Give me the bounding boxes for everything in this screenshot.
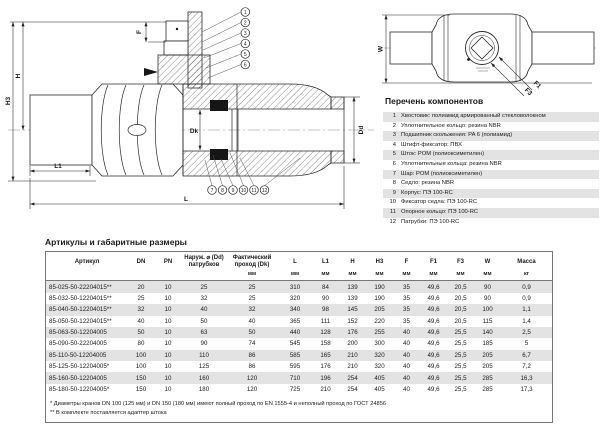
- value-cell: 139: [347, 294, 358, 302]
- component-item: [383, 150, 599, 160]
- value-cell: 10: [164, 385, 172, 393]
- column-header: W: [484, 258, 491, 265]
- unit-cell: мм: [474, 270, 501, 281]
- component-number: 4: [392, 141, 396, 148]
- callout-4: [241, 39, 250, 48]
- column-header: L: [293, 258, 297, 265]
- value-cell: 5: [524, 340, 529, 348]
- callout-11: [250, 186, 259, 195]
- value-cell: 220: [374, 317, 385, 325]
- value-cell: 25: [248, 294, 256, 302]
- callout-9: [229, 186, 238, 195]
- value-cell: 90: [322, 294, 329, 302]
- value-cell: 90: [484, 283, 491, 291]
- svg-text:6: 6: [243, 62, 247, 69]
- unit-cell: [128, 270, 154, 281]
- dim-label-l1: L1: [54, 163, 62, 170]
- value-cell: 185: [482, 340, 493, 348]
- value-cell: 90: [200, 340, 208, 348]
- value-cell: 49,6: [427, 340, 440, 348]
- value-cell: 310: [289, 283, 301, 291]
- component-number: 10: [389, 199, 396, 206]
- stem-pin: [144, 68, 158, 76]
- value-cell: 158: [320, 340, 331, 348]
- component-number: 11: [389, 208, 396, 215]
- value-cell: 20,5: [454, 306, 467, 314]
- value-cell: 49,6: [427, 351, 440, 359]
- component-item: [383, 170, 599, 180]
- value-cell: 10: [164, 374, 172, 382]
- value-cell: 25,5: [454, 351, 467, 359]
- stem-cap-dot: [176, 28, 178, 30]
- unit-cell: мм: [312, 270, 339, 281]
- component-text: Корпус: ПЭ 100-RC: [401, 189, 453, 196]
- value-cell: 25,5: [454, 374, 467, 382]
- unit-cell: [46, 270, 128, 281]
- column-header: F: [404, 258, 409, 265]
- component-item: [383, 160, 599, 170]
- value-cell: 35: [403, 294, 410, 302]
- value-cell: 210: [347, 351, 358, 359]
- value-cell: 86: [248, 363, 256, 371]
- value-cell: 205: [482, 363, 493, 371]
- value-cell: 190: [374, 294, 385, 302]
- value-cell: 40: [403, 351, 410, 359]
- value-cell: 190: [374, 283, 385, 291]
- value-cell: 20,5: [454, 294, 467, 302]
- value-cell: 40: [200, 306, 208, 314]
- plan-right-pipe: [532, 32, 594, 64]
- component-item: [383, 198, 599, 208]
- article-cell: 85-180-50-12204005*: [49, 385, 110, 393]
- components-title: Перечень компонентов: [385, 96, 484, 106]
- component-item: [383, 131, 599, 141]
- value-cell: 16,3: [520, 374, 533, 382]
- valve-plan-drawing: [378, 0, 600, 100]
- value-cell: 405: [374, 374, 385, 382]
- stem-cap: [166, 21, 188, 41]
- value-cell: 40: [403, 374, 410, 382]
- value-cell: 35: [403, 306, 410, 314]
- unit-cell: мм: [339, 270, 366, 281]
- value-cell: 84: [322, 283, 329, 291]
- value-cell: 40: [403, 385, 410, 393]
- column-header: F1: [429, 258, 437, 265]
- article-cell: 85-160-50-12204005: [49, 374, 107, 382]
- column-header: H3: [375, 258, 384, 265]
- value-cell: 595: [289, 363, 301, 371]
- component-item: [383, 208, 599, 218]
- value-cell: 20: [137, 283, 145, 291]
- dimensions-table-body: [46, 281, 552, 395]
- value-cell: 10: [164, 340, 172, 348]
- value-cell: 40: [403, 329, 410, 337]
- stem-assembly: [144, 12, 210, 88]
- component-number: 5: [392, 151, 396, 158]
- value-cell: 1,1: [522, 306, 531, 314]
- value-cell: 320: [289, 294, 301, 302]
- table-row: [46, 384, 552, 395]
- value-cell: 120: [246, 385, 258, 393]
- dim-label-dk: Dk: [189, 128, 199, 135]
- value-cell: 210: [347, 363, 358, 371]
- callout-5: [241, 50, 250, 59]
- table-row: [46, 350, 552, 361]
- component-number: 9: [392, 189, 396, 196]
- callout-10: [239, 186, 248, 195]
- value-cell: 405: [374, 385, 385, 393]
- boss-dot: [467, 58, 470, 61]
- component-item: [383, 112, 599, 122]
- unit-cell: мм: [393, 270, 420, 281]
- svg-text:1: 1: [243, 9, 247, 16]
- value-cell: 150: [135, 385, 147, 393]
- component-item: [383, 189, 599, 199]
- value-cell: 40: [248, 317, 256, 325]
- dim-label-w: W: [378, 45, 385, 53]
- value-cell: 0,9: [522, 294, 531, 302]
- svg-text:3: 3: [243, 30, 247, 37]
- value-cell: 285: [482, 385, 493, 393]
- column-header: F3: [456, 258, 464, 265]
- value-cell: 585: [289, 351, 301, 359]
- value-cell: 25: [200, 283, 208, 291]
- svg-text:7: 7: [210, 187, 214, 194]
- value-cell: 254: [347, 385, 358, 393]
- components-list: [383, 112, 599, 227]
- svg-text:9: 9: [231, 187, 235, 194]
- value-cell: 115: [482, 317, 493, 325]
- component-number: 1: [392, 113, 396, 119]
- value-cell: 254: [347, 374, 358, 382]
- valve-body-outline: [30, 84, 183, 176]
- table-header-row: [46, 252, 552, 270]
- callout-12: [260, 186, 269, 195]
- value-cell: 300: [374, 340, 385, 348]
- valve-section-drawing: [0, 0, 378, 232]
- value-cell: 100: [135, 351, 147, 359]
- value-cell: 160: [198, 374, 210, 382]
- value-cell: 120: [246, 374, 258, 382]
- value-cell: 49,6: [427, 329, 440, 337]
- dim-label-h3: H3: [5, 96, 12, 106]
- dim-label-l: L: [184, 196, 188, 203]
- table-row: [46, 316, 552, 327]
- value-cell: 320: [374, 351, 385, 359]
- value-cell: 255: [374, 329, 385, 337]
- value-cell: 25,5: [454, 340, 467, 348]
- column-header: H: [350, 258, 355, 265]
- component-text: Патрубки: ПЭ 100-RC: [401, 218, 460, 225]
- value-cell: 180: [198, 385, 210, 393]
- value-cell: 545: [289, 340, 301, 348]
- component-number: 3: [392, 132, 396, 139]
- component-text: Уплотнительные кольца: резина NBR: [401, 160, 502, 167]
- article-cell: 85-040-50-12204015**: [49, 306, 112, 314]
- value-cell: 725: [289, 385, 301, 393]
- dim-label-dd: Dd: [358, 125, 365, 135]
- table-units-row: [46, 270, 552, 281]
- table-row: [46, 372, 552, 383]
- value-cell: 165: [320, 351, 331, 359]
- dim-label-f1: F1: [531, 79, 543, 91]
- svg-text:5: 5: [243, 51, 247, 58]
- column-header: L1: [321, 258, 329, 265]
- article-cell: 85-025-50-22204015**: [49, 283, 112, 291]
- stem-flange: [164, 41, 188, 55]
- svg-text:2: 2: [243, 20, 247, 27]
- article-cell: 85-063-50-12204005: [49, 329, 107, 337]
- component-number: 2: [392, 122, 396, 129]
- column-header: PN: [163, 258, 173, 265]
- value-cell: 50: [248, 329, 256, 337]
- callouts-bottom: [208, 186, 269, 195]
- plan-left-pipe: [390, 32, 432, 64]
- value-cell: 49,6: [427, 283, 440, 291]
- article-cell: 85-090-50-22204005: [49, 340, 107, 348]
- column-header: Артикул: [74, 258, 100, 265]
- component-item: [383, 218, 599, 228]
- value-cell: 176: [347, 329, 358, 337]
- component-number: 12: [389, 218, 396, 225]
- value-cell: 1,4: [522, 317, 531, 325]
- value-cell: 20,5: [454, 317, 467, 325]
- value-cell: 125: [198, 363, 210, 371]
- article-cell: 85-110-50-12204005: [49, 351, 107, 359]
- component-text: Шар: POM (полиоксиметилен): [401, 170, 483, 177]
- value-cell: 196: [320, 374, 331, 382]
- unit-cell: мм: [420, 270, 447, 281]
- value-cell: 20,5: [454, 283, 467, 291]
- value-cell: 49,6: [427, 374, 440, 382]
- value-cell: 25,5: [454, 329, 467, 337]
- component-item: [383, 179, 599, 189]
- value-cell: 49,6: [427, 385, 440, 393]
- component-number: 8: [392, 180, 396, 187]
- table-row: [46, 304, 552, 315]
- value-cell: 710: [289, 374, 301, 382]
- value-cell: 10: [164, 329, 172, 337]
- component-text: Седло: резина NBR: [401, 180, 455, 187]
- value-cell: 100: [482, 306, 493, 314]
- unit-cell: мм: [447, 270, 474, 281]
- value-cell: 150: [135, 374, 147, 382]
- value-cell: 0,9: [522, 283, 531, 291]
- table-row: [46, 361, 552, 372]
- value-cell: 320: [374, 363, 385, 371]
- callout-6: [241, 60, 250, 69]
- dim-label-h: H: [15, 73, 22, 79]
- svg-text:8: 8: [221, 187, 224, 194]
- value-cell: 40: [403, 363, 410, 371]
- value-cell: 49,6: [427, 363, 440, 371]
- value-cell: 74: [248, 340, 256, 348]
- column-header: Фактический проход (Dk): [232, 255, 272, 269]
- dimensions-table: [46, 252, 552, 395]
- value-cell: 152: [347, 317, 358, 325]
- value-cell: 17,3: [520, 385, 533, 393]
- left-pipe-end: [30, 95, 92, 165]
- svg-text:10: 10: [240, 187, 247, 194]
- article-cell: 85-125-50-12204005*: [49, 363, 110, 371]
- column-header: DN: [136, 258, 146, 265]
- component-number: 6: [392, 160, 396, 167]
- value-cell: 40: [403, 340, 410, 348]
- value-cell: 25: [137, 294, 145, 302]
- value-cell: 50: [137, 329, 145, 337]
- stem-collar-hatched: [158, 55, 210, 84]
- svg-text:11: 11: [251, 187, 257, 194]
- dim-label-f3: F3: [522, 86, 534, 98]
- svg-text:12: 12: [261, 187, 268, 194]
- column-header: Масса: [517, 258, 536, 265]
- value-cell: 6,7: [522, 351, 531, 359]
- value-cell: 210: [320, 385, 331, 393]
- table-row: [46, 293, 552, 304]
- value-cell: 205: [374, 306, 385, 314]
- component-text: Штифт-фиксатор: ПВХ: [401, 141, 462, 148]
- component-item: [383, 141, 599, 151]
- dimensions-table-title: Артикулы и габаритные размеры: [45, 237, 187, 247]
- value-cell: 340: [289, 306, 301, 314]
- component-item: [383, 122, 599, 132]
- value-cell: 35: [403, 283, 410, 291]
- value-cell: 205: [482, 351, 493, 359]
- component-text: Фиксатор седла: ПЭ 100-RC: [401, 199, 478, 206]
- value-cell: 25: [248, 283, 256, 291]
- callout-1: [241, 8, 250, 17]
- unit-cell: [182, 270, 226, 281]
- value-cell: 10: [164, 317, 172, 325]
- component-text: Опорное кольцо: ПЭ 100-RC: [401, 208, 479, 215]
- footnote-2: ** В комплекте поставляется адаптер штока: [50, 410, 167, 417]
- value-cell: 40: [137, 317, 145, 325]
- value-cell: 145: [347, 306, 358, 314]
- value-cell: 63: [200, 329, 208, 337]
- value-cell: 32: [200, 294, 208, 302]
- dim-label-f: F: [136, 30, 143, 34]
- table-row: [46, 281, 552, 293]
- value-cell: 200: [347, 340, 358, 348]
- value-cell: 285: [482, 374, 493, 382]
- value-cell: 128: [320, 329, 331, 337]
- component-text: Подшипник скольжения: PA 6 (полиамид): [401, 132, 513, 139]
- value-cell: 176: [320, 363, 331, 371]
- value-cell: 139: [347, 283, 358, 291]
- svg-text:4: 4: [243, 41, 247, 48]
- callouts-top: [241, 8, 250, 69]
- article-cell: 85-032-50-12204015**: [49, 294, 112, 302]
- value-cell: 10: [164, 351, 172, 359]
- value-cell: 365: [289, 317, 301, 325]
- value-cell: 35: [403, 317, 410, 325]
- value-cell: 25,5: [454, 363, 467, 371]
- unit-cell: мм: [226, 270, 278, 281]
- value-cell: 2,5: [522, 329, 531, 337]
- unit-cell: [154, 270, 182, 281]
- component-text: Шток: POM (полиоксиметилен): [401, 151, 485, 158]
- value-cell: 140: [482, 329, 493, 337]
- table-row: [46, 327, 552, 338]
- column-header: Наруж. ⌀ (Dd) патрубков: [184, 255, 224, 269]
- component-text: Хвостовик: полиамид армированный стекловолокном: [401, 113, 546, 119]
- unit-cell: мм: [278, 270, 312, 281]
- value-cell: 10: [164, 363, 172, 371]
- value-cell: 111: [320, 317, 331, 325]
- value-cell: 80: [137, 340, 145, 348]
- components-section: [383, 96, 599, 227]
- value-cell: 49,6: [427, 317, 440, 325]
- value-cell: 440: [289, 329, 301, 337]
- table-row: [46, 338, 552, 349]
- callout-2: [241, 18, 250, 27]
- article-cell: 85-050-50-12204015**: [49, 317, 112, 325]
- unit-cell: мм: [366, 270, 393, 281]
- value-cell: 10: [164, 294, 172, 302]
- value-cell: 25,5: [454, 385, 467, 393]
- value-cell: 32: [137, 306, 145, 314]
- value-cell: 90: [484, 294, 491, 302]
- footnote-1: * Диаметры кранов DN 100 (125 мм) и DN 150 (180 мм) имеют полный проход по EN 1555-4 и неполный проход по ГОСТ 24856: [50, 401, 387, 408]
- callout-8: [218, 186, 227, 195]
- value-cell: 32: [248, 306, 256, 314]
- value-cell: 10: [164, 283, 172, 291]
- callout-7: [208, 186, 217, 195]
- value-cell: 49,6: [427, 306, 440, 314]
- value-cell: 50: [200, 317, 208, 325]
- value-cell: 100: [135, 363, 147, 371]
- component-number: 7: [392, 170, 396, 177]
- table-footnotes: [46, 395, 552, 422]
- value-cell: 7,2: [522, 363, 531, 371]
- dimensions-table-box: [45, 251, 553, 423]
- unit-cell: кг: [501, 270, 552, 281]
- value-cell: 110: [199, 351, 209, 359]
- value-cell: 86: [248, 351, 256, 359]
- value-cell: 10: [164, 306, 172, 314]
- component-text: Уплотнительное кольцо: резина NBR: [401, 122, 501, 129]
- value-cell: 98: [322, 306, 329, 314]
- value-cell: 49,6: [427, 294, 440, 302]
- callout-3: [241, 29, 250, 38]
